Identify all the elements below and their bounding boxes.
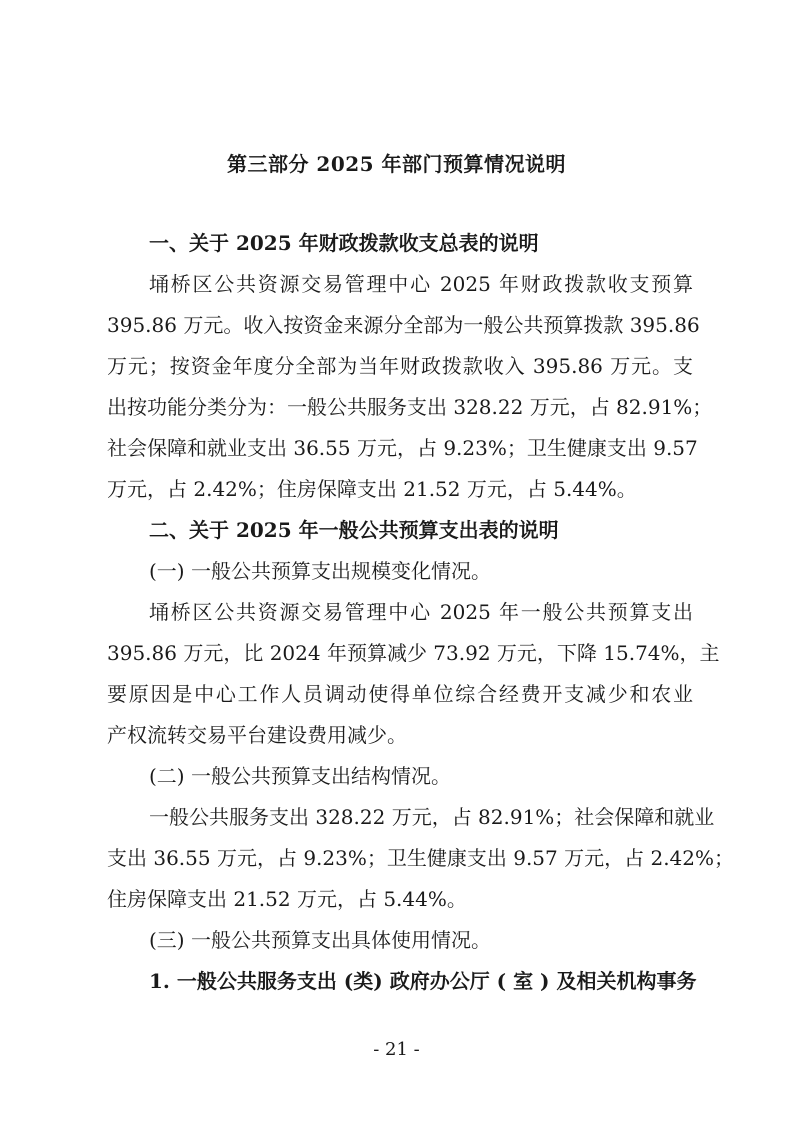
paragraph-line: 产权流转交易平台建设费用减少。	[107, 723, 407, 747]
subsection-heading: (二) 一般公共预算支出结构情况。	[149, 764, 451, 788]
paragraph-line: 住房保障支出 21.52 万元，占 5.44%。	[107, 887, 467, 911]
paragraph-line: 出按功能分类分为：一般公共服务支出 328.22 万元，占 82.91%；	[107, 395, 713, 419]
paragraph-line: 395.86 万元，比 2024 年预算减少 73.92 万元，下降 15.74%，主	[107, 641, 720, 665]
section2-heading: 二、关于 2025 年一般公共预算支出表的说明	[149, 518, 559, 542]
paragraph-line: 社会保障和就业支出 36.55 万元，占 9.23%；卫生健康支出 9.57	[107, 436, 698, 460]
paragraph-line: 埇桥区公共资源交易管理中心 2025 年财政拨款收支预算	[149, 272, 693, 296]
paragraph-line: 一般公共服务支出 328.22 万元，占 82.91%；社会保障和就业	[149, 805, 715, 829]
paragraph-line: 395.86 万元。收入按资金来源分全部为一般公共预算拨款 395.86	[107, 313, 700, 337]
paragraph-line: 埇桥区公共资源交易管理中心 2025 年一般公共预算支出	[149, 600, 693, 624]
page-number: - 21 -	[373, 1039, 420, 1060]
page-title: 第三部分 2025 年部门预算情况说明	[226, 152, 567, 176]
section1-heading: 一、关于 2025 年财政拨款收支总表的说明	[149, 231, 539, 255]
paragraph-line: 万元，占 2.42%；住房保障支出 21.52 万元，占 5.44%。	[107, 477, 637, 501]
subsection-heading: (三) 一般公共预算支出具体使用情况。	[149, 928, 491, 952]
paragraph-line: 要原因是中心工作人员调动使得单位综合经费开支减少和农业	[107, 682, 693, 706]
item-heading: 1. 一般公共服务支出 (类) 政府办公厅 ( 室 ) 及相关机构事务	[149, 969, 697, 993]
paragraph-line: 支出 36.55 万元，占 9.23%；卫生健康支出 9.57 万元，占 2.42%；	[107, 846, 735, 870]
subsection-heading: (一) 一般公共预算支出规模变化情况。	[149, 559, 491, 583]
paragraph-line: 万元；按资金年度分全部为当年财政拨款收入 395.86 万元。支	[107, 354, 693, 378]
